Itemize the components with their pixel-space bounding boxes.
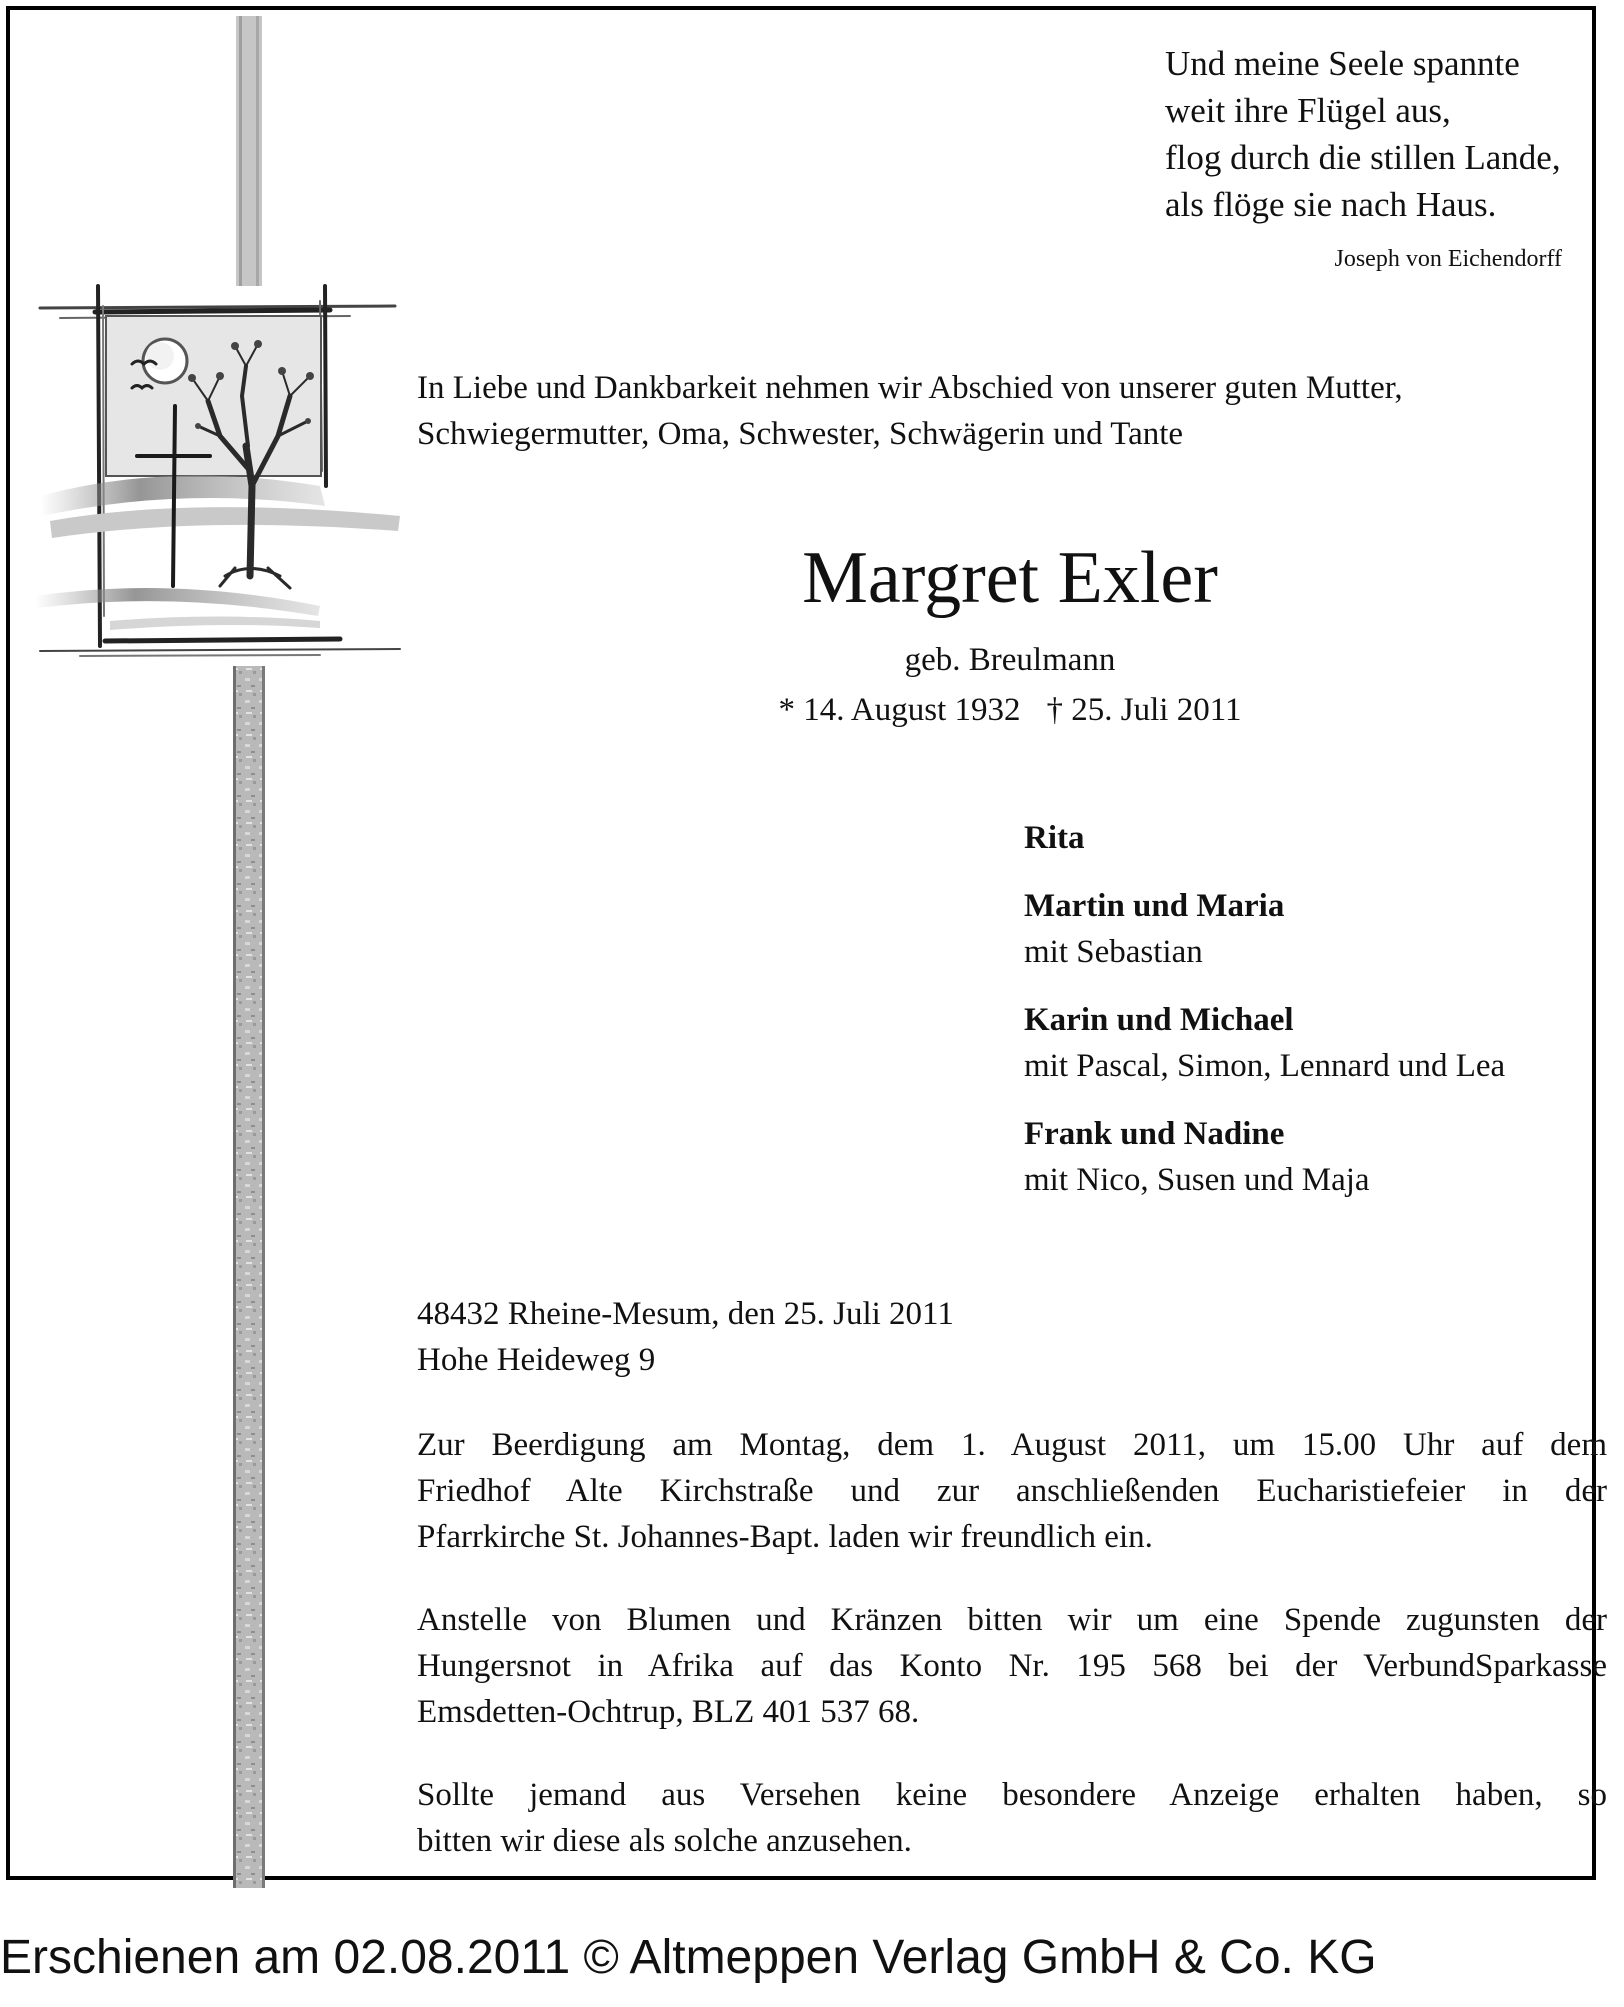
paragraph-line: Pfarrkirche St. Johannes-Bapt. laden wir freundlich ein. bbox=[417, 1519, 1153, 1555]
street-address: Hohe Heideweg 9 bbox=[417, 1342, 656, 1378]
mourners-list bbox=[1024, 815, 1505, 1225]
paragraph-line: Emsdetten-Ochtrup, BLZ 401 537 68. bbox=[417, 1694, 920, 1730]
paragraph-line: Sollte jemand aus Versehen keine besondere Anzeige erhalten haben, so bbox=[417, 1777, 1607, 1813]
poem-line: als flöge sie nach Haus. bbox=[1165, 185, 1497, 224]
mourner-names: Karin und Michael bbox=[1024, 1002, 1294, 1038]
donation-paragraph bbox=[417, 1597, 1607, 1735]
mourner-group bbox=[1024, 1111, 1505, 1203]
paragraph-line: Zur Beerdigung am Montag, dem 1. August 2011, um 15.00 Uhr auf dem bbox=[417, 1427, 1607, 1463]
notice-paragraph bbox=[417, 1772, 1607, 1864]
paragraph-line: Friedhof Alte Kirchstraße und zur anschließenden Eucharistiefeier in der bbox=[417, 1473, 1607, 1509]
mourner-group bbox=[1024, 997, 1505, 1089]
mourner-children: mit Sebastian bbox=[1024, 934, 1203, 970]
memorial-illustration bbox=[20, 16, 420, 1888]
mourner-names: Rita bbox=[1024, 820, 1085, 856]
mourner-names: Martin und Maria bbox=[1024, 888, 1285, 924]
obituary-frame bbox=[6, 6, 1607, 1880]
poem bbox=[1165, 40, 1561, 228]
poem-line: weit ihre Flügel aus, bbox=[1165, 91, 1451, 130]
intro-line: In Liebe und Dankbarkeit nehmen wir Abschied von unserer guten Mutter, bbox=[417, 370, 1403, 406]
paragraph-line: bitten wir diese als solche anzusehen. bbox=[417, 1823, 912, 1859]
poem-line: flog durch die stillen Lande, bbox=[1165, 138, 1561, 177]
mourner-group bbox=[1024, 815, 1505, 861]
deceased-name: Margret Exler bbox=[802, 537, 1218, 619]
hill-strokes bbox=[35, 476, 400, 630]
mourner-children: mit Nico, Susen und Maja bbox=[1024, 1162, 1370, 1198]
address-block bbox=[417, 1291, 954, 1383]
poem-author: Joseph von Eichendorff bbox=[1334, 246, 1562, 272]
mourner-group bbox=[1024, 883, 1505, 975]
maiden-name: geb. Breulmann bbox=[904, 642, 1116, 678]
funeral-paragraph bbox=[417, 1422, 1607, 1560]
mourner-children: mit Pascal, Simon, Lennard und Lea bbox=[1024, 1048, 1506, 1084]
intro-line: Schwiegermutter, Oma, Schwester, Schwägerin und Tante bbox=[417, 416, 1184, 452]
life-dates bbox=[570, 690, 1450, 730]
intro-text bbox=[417, 365, 1607, 457]
place-date: 48432 Rheine-Mesum, den 25. Juli 2011 bbox=[417, 1296, 954, 1332]
mourner-names: Frank und Nadine bbox=[1024, 1116, 1285, 1152]
birth-date: * 14. August 1932 bbox=[778, 692, 1021, 728]
paragraph-line: Hungersnot in Afrika auf das Konto Nr. 195 568 bei der VerbundSparkasse bbox=[417, 1648, 1607, 1684]
death-date: † 25. Juli 2011 bbox=[1046, 692, 1242, 728]
vertical-band bbox=[233, 16, 265, 1888]
publication-footer: Erschienen am 02.08.2011 © Altmeppen Verlag GmbH & Co. KG bbox=[0, 1931, 1377, 1984]
poem-line: Und meine Seele spannte bbox=[1165, 44, 1520, 83]
paragraph-line: Anstelle von Blumen und Kränzen bitten wir um eine Spende zugunsten der bbox=[417, 1602, 1607, 1638]
